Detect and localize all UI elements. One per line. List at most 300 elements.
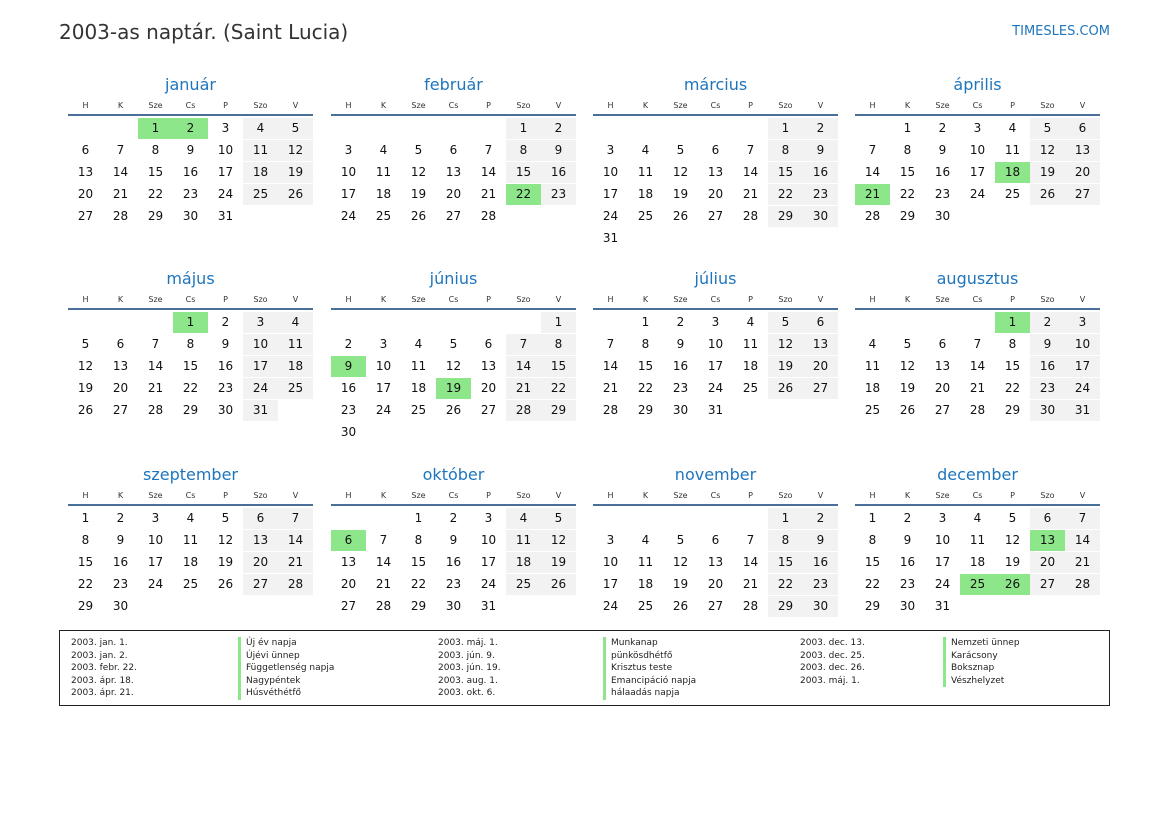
day-cell: 7 bbox=[746, 143, 755, 157]
day-cell: 31 bbox=[217, 209, 234, 223]
day-cell: 25 bbox=[1004, 187, 1021, 201]
weekday-label: Cs bbox=[185, 295, 196, 304]
day-cell: 28 bbox=[969, 403, 986, 417]
day-cell: 4 bbox=[973, 511, 982, 525]
legend-date: 2003. dec. 13. bbox=[800, 638, 865, 648]
day-cell: 16 bbox=[1030, 356, 1065, 377]
day-cell: 12 bbox=[278, 140, 313, 161]
weekday-label: H bbox=[607, 491, 614, 500]
day-cell: 16 bbox=[934, 165, 951, 179]
weekday-label: P bbox=[1010, 101, 1015, 110]
day-cell: 21 bbox=[969, 381, 986, 395]
day-cell: 17 bbox=[217, 165, 234, 179]
empty-day bbox=[663, 118, 698, 139]
day-cell: 25 bbox=[182, 577, 199, 591]
day-cell: 23 bbox=[340, 403, 357, 417]
day-cell: 29 bbox=[147, 209, 164, 223]
day-cell: 26 bbox=[672, 599, 689, 613]
day-cell: 15 bbox=[506, 162, 541, 183]
day-cell: 20 bbox=[707, 577, 724, 591]
week-row bbox=[68, 552, 313, 574]
day-cell: 24 bbox=[340, 209, 357, 223]
day-cell: 19 bbox=[1030, 162, 1065, 183]
day-cell: 28 bbox=[112, 209, 129, 223]
day-cell: 1 bbox=[138, 118, 173, 139]
day-cell: 18 bbox=[410, 381, 427, 395]
day-cell: 31 bbox=[934, 599, 951, 613]
empty-day bbox=[698, 118, 733, 139]
weekday-label: H bbox=[869, 491, 876, 500]
day-cell: 27 bbox=[340, 599, 357, 613]
day-cell: 7 bbox=[151, 337, 160, 351]
month-block bbox=[68, 464, 313, 618]
empty-day bbox=[960, 596, 995, 617]
day-cell: 14 bbox=[742, 555, 759, 569]
weekday-label: Sze bbox=[673, 491, 688, 500]
day-cell: 16 bbox=[182, 165, 199, 179]
legend-name-column bbox=[943, 637, 1020, 687]
month-name: március bbox=[683, 75, 748, 94]
day-cell: 27 bbox=[707, 209, 724, 223]
empty-day bbox=[436, 118, 471, 139]
week-row bbox=[68, 530, 313, 552]
day-cell: 22 bbox=[637, 381, 654, 395]
day-cell: 13 bbox=[1065, 140, 1100, 161]
day-cell: 15 bbox=[182, 359, 199, 373]
empty-day bbox=[401, 312, 436, 333]
day-cell: 30 bbox=[217, 403, 234, 417]
day-cell: 6 bbox=[243, 508, 278, 529]
day-cell: 11 bbox=[243, 140, 278, 161]
day-cell: 24 bbox=[934, 577, 951, 591]
day-cell: 5 bbox=[903, 337, 912, 351]
day-cell: 24 bbox=[707, 381, 724, 395]
weekday-label: Szo bbox=[1040, 295, 1055, 304]
weekday-label: V bbox=[817, 491, 824, 500]
weekday-label: V bbox=[292, 101, 299, 110]
day-cell: 26 bbox=[77, 403, 94, 417]
day-cell: 2 bbox=[1030, 312, 1065, 333]
month-name: június bbox=[429, 269, 478, 288]
weekday-header bbox=[68, 98, 313, 116]
day-cell: 15 bbox=[768, 162, 803, 183]
legend-date: 2003. dec. 26. bbox=[800, 663, 865, 674]
day-cell: 29 bbox=[1004, 403, 1021, 417]
empty-day bbox=[331, 508, 366, 529]
weekday-label: V bbox=[817, 295, 824, 304]
week-row bbox=[331, 206, 576, 228]
week-row bbox=[855, 206, 1100, 228]
day-cell: 14 bbox=[602, 359, 619, 373]
day-cell: 1 bbox=[641, 315, 650, 329]
legend-holiday-name: Nemzeti ünnep bbox=[943, 637, 1020, 650]
day-cell: 6 bbox=[1030, 508, 1065, 529]
weekday-label: P bbox=[486, 491, 491, 500]
weekday-label: K bbox=[904, 101, 911, 110]
day-cell: 16 bbox=[672, 359, 689, 373]
day-cell: 21 bbox=[742, 577, 759, 591]
day-cell: 1 bbox=[903, 121, 912, 135]
month-name: július bbox=[694, 269, 737, 288]
day-cell: 1 bbox=[768, 508, 803, 529]
day-cell: 12 bbox=[672, 555, 689, 569]
day-cell: 28 bbox=[147, 403, 164, 417]
day-cell: 29 bbox=[768, 596, 803, 617]
month-block bbox=[331, 464, 576, 618]
day-cell: 7 bbox=[506, 334, 541, 355]
day-cell: 5 bbox=[81, 337, 90, 351]
empty-day bbox=[366, 312, 401, 333]
day-cell: 14 bbox=[147, 359, 164, 373]
week-row bbox=[593, 378, 838, 400]
day-cell: 12 bbox=[541, 530, 576, 551]
week-row bbox=[855, 530, 1100, 552]
day-cell: 7 bbox=[973, 337, 982, 351]
week-row bbox=[331, 400, 576, 422]
week-row bbox=[593, 184, 838, 206]
day-cell: 10 bbox=[217, 143, 234, 157]
weekday-label: H bbox=[869, 295, 876, 304]
week-row bbox=[593, 574, 838, 596]
week-row bbox=[855, 574, 1100, 596]
day-cell: 25 bbox=[864, 403, 881, 417]
day-cell: 1 bbox=[768, 118, 803, 139]
weekday-label: H bbox=[82, 101, 89, 110]
day-cell: 23 bbox=[445, 577, 462, 591]
day-cell: 10 bbox=[602, 555, 619, 569]
weekday-label: H bbox=[82, 491, 89, 500]
day-cell: 12 bbox=[768, 334, 803, 355]
weekday-label: P bbox=[1010, 491, 1015, 500]
empty-day bbox=[628, 118, 663, 139]
day-cell: 14 bbox=[506, 356, 541, 377]
weekday-header bbox=[855, 98, 1100, 116]
day-cell: 8 bbox=[151, 143, 160, 157]
week-row bbox=[331, 118, 576, 140]
day-cell: 17 bbox=[375, 381, 392, 395]
weekday-label: Sze bbox=[148, 101, 163, 110]
day-cell: 31 bbox=[1065, 400, 1100, 421]
day-cell: 12 bbox=[672, 165, 689, 179]
day-cell: 27 bbox=[803, 378, 838, 399]
empty-day bbox=[506, 206, 541, 227]
day-cell: 4 bbox=[414, 337, 423, 351]
week-row bbox=[855, 508, 1100, 530]
week-row bbox=[68, 206, 313, 228]
empty-day bbox=[803, 400, 838, 421]
empty-day bbox=[593, 118, 628, 139]
day-cell: 3 bbox=[243, 312, 278, 333]
empty-day bbox=[995, 596, 1030, 617]
day-cell: 14 bbox=[864, 165, 881, 179]
empty-day bbox=[436, 422, 471, 443]
weekday-label: K bbox=[380, 295, 387, 304]
day-cell: 23 bbox=[803, 184, 838, 205]
weekday-label: Cs bbox=[710, 101, 721, 110]
day-cell: 14 bbox=[112, 165, 129, 179]
weekday-label: Sze bbox=[411, 101, 426, 110]
day-cell: 8 bbox=[506, 140, 541, 161]
weekday-header bbox=[68, 488, 313, 506]
day-cell: 16 bbox=[541, 162, 576, 183]
empty-day bbox=[803, 228, 838, 249]
month-block bbox=[855, 268, 1100, 422]
day-cell: 24 bbox=[602, 209, 619, 223]
weekday-label: K bbox=[117, 491, 124, 500]
legend-date: 2003. aug. 1. bbox=[438, 675, 498, 686]
day-cell: 17 bbox=[602, 187, 619, 201]
day-cell: 14 bbox=[375, 555, 392, 569]
day-cell: 17 bbox=[934, 555, 951, 569]
day-cell: 29 bbox=[899, 209, 916, 223]
day-cell: 23 bbox=[217, 381, 234, 395]
day-cell: 22 bbox=[1004, 381, 1021, 395]
day-cell: 13 bbox=[243, 530, 278, 551]
empty-day bbox=[366, 118, 401, 139]
day-cell: 24 bbox=[969, 187, 986, 201]
day-cell: 13 bbox=[707, 555, 724, 569]
day-cell: 6 bbox=[711, 143, 720, 157]
legend-date: 2003. ápr. 18. bbox=[71, 675, 134, 686]
day-cell: 3 bbox=[606, 533, 615, 547]
day-cell: 20 bbox=[1030, 552, 1065, 573]
empty-day bbox=[628, 508, 663, 529]
week-row bbox=[593, 400, 838, 422]
month-block bbox=[68, 74, 313, 228]
day-cell: 24 bbox=[147, 577, 164, 591]
weekday-label: V bbox=[555, 491, 562, 500]
day-cell: 11 bbox=[637, 555, 654, 569]
day-cell: 30 bbox=[182, 209, 199, 223]
day-cell: 4 bbox=[186, 511, 195, 525]
weekday-label: Szo bbox=[1040, 491, 1055, 500]
day-cell: 24 bbox=[480, 577, 497, 591]
weekday-header bbox=[593, 488, 838, 506]
day-cell: 12 bbox=[77, 359, 94, 373]
day-cell: 27 bbox=[112, 403, 129, 417]
week-row bbox=[593, 206, 838, 228]
legend-date: 2003. máj. 1. bbox=[800, 675, 860, 686]
day-cell: 26 bbox=[899, 403, 916, 417]
week-row bbox=[593, 552, 838, 574]
weekday-label: Szo bbox=[1040, 101, 1055, 110]
weekday-label: Cs bbox=[448, 295, 459, 304]
month-name: december bbox=[937, 465, 1018, 484]
day-cell: 26 bbox=[672, 209, 689, 223]
week-row bbox=[331, 184, 576, 206]
week-row bbox=[331, 574, 576, 596]
day-cell: 25 bbox=[410, 403, 427, 417]
week-row bbox=[593, 162, 838, 184]
day-cell: 11 bbox=[969, 533, 986, 547]
legend-holiday-name: Húsvéthétfő bbox=[238, 687, 334, 700]
week-row bbox=[331, 140, 576, 162]
day-cell: 2 bbox=[344, 337, 353, 351]
empty-day bbox=[138, 312, 173, 333]
weekday-header bbox=[855, 292, 1100, 310]
weekday-label: Szo bbox=[778, 295, 793, 304]
day-cell: 7 bbox=[746, 533, 755, 547]
day-cell: 21 bbox=[480, 187, 497, 201]
month-name: november bbox=[674, 465, 757, 484]
day-cell: 7 bbox=[278, 508, 313, 529]
empty-day bbox=[593, 312, 628, 333]
day-cell: 2 bbox=[173, 118, 208, 139]
week-row bbox=[68, 184, 313, 206]
day-cell: 10 bbox=[602, 165, 619, 179]
weekday-label: H bbox=[869, 101, 876, 110]
month-name: szeptember bbox=[142, 465, 238, 484]
day-cell: 3 bbox=[606, 143, 615, 157]
day-cell: 25 bbox=[506, 574, 541, 595]
day-cell: 4 bbox=[746, 315, 755, 329]
day-cell: 30 bbox=[803, 206, 838, 227]
week-row bbox=[68, 356, 313, 378]
day-cell: 12 bbox=[217, 533, 234, 547]
day-cell: 8 bbox=[186, 337, 195, 351]
empty-day bbox=[208, 596, 243, 617]
day-cell: 15 bbox=[864, 555, 881, 569]
day-cell: 10 bbox=[147, 533, 164, 547]
day-cell: 29 bbox=[864, 599, 881, 613]
weekday-label: K bbox=[904, 295, 911, 304]
day-cell: 18 bbox=[637, 187, 654, 201]
day-cell: 5 bbox=[221, 511, 230, 525]
day-cell: 9 bbox=[803, 530, 838, 551]
day-cell: 20 bbox=[77, 187, 94, 201]
day-cell: 17 bbox=[969, 165, 986, 179]
day-cell: 20 bbox=[480, 381, 497, 395]
legend-date-column bbox=[800, 637, 865, 687]
day-cell: 23 bbox=[934, 187, 951, 201]
week-row bbox=[68, 312, 313, 334]
day-cell: 28 bbox=[864, 209, 881, 223]
day-cell: 13 bbox=[112, 359, 129, 373]
empty-day bbox=[1065, 596, 1100, 617]
empty-day bbox=[278, 206, 313, 227]
brand-link[interactable]: TIMESLES.COM bbox=[1012, 24, 1110, 39]
day-cell: 23 bbox=[541, 184, 576, 205]
day-cell: 27 bbox=[1065, 184, 1100, 205]
day-cell: 6 bbox=[449, 143, 458, 157]
day-cell: 22 bbox=[864, 577, 881, 591]
empty-day bbox=[471, 118, 506, 139]
day-cell: 8 bbox=[868, 533, 877, 547]
day-cell: 7 bbox=[606, 337, 615, 351]
day-cell: 6 bbox=[116, 337, 125, 351]
day-cell: 14 bbox=[742, 165, 759, 179]
legend-date: 2003. dec. 25. bbox=[800, 650, 865, 661]
day-cell: 18 bbox=[742, 359, 759, 373]
day-cell: 19 bbox=[436, 378, 471, 399]
weekday-label: Sze bbox=[935, 101, 950, 110]
day-cell: 2 bbox=[676, 315, 685, 329]
weekday-label: Sze bbox=[935, 295, 950, 304]
day-cell: 12 bbox=[410, 165, 427, 179]
legend-date: 2003. okt. 6. bbox=[438, 688, 496, 699]
weekday-label: H bbox=[607, 295, 614, 304]
month-name: augusztus bbox=[936, 269, 1019, 288]
day-cell: 14 bbox=[480, 165, 497, 179]
day-cell: 15 bbox=[410, 555, 427, 569]
empty-day bbox=[541, 596, 576, 617]
day-cell: 7 bbox=[379, 533, 388, 547]
weekday-label: Cs bbox=[972, 295, 983, 304]
day-cell: 20 bbox=[340, 577, 357, 591]
week-row bbox=[593, 508, 838, 530]
week-row bbox=[593, 228, 838, 250]
day-cell: 10 bbox=[243, 334, 278, 355]
day-cell: 8 bbox=[541, 334, 576, 355]
day-cell: 5 bbox=[1008, 511, 1017, 525]
week-row bbox=[855, 400, 1100, 422]
day-cell: 26 bbox=[995, 574, 1030, 595]
day-cell: 29 bbox=[637, 403, 654, 417]
empty-day bbox=[733, 228, 768, 249]
weekday-label: H bbox=[345, 101, 352, 110]
day-cell: 10 bbox=[707, 337, 724, 351]
empty-day bbox=[1030, 206, 1065, 227]
month-name: május bbox=[166, 269, 215, 288]
day-cell: 1 bbox=[173, 312, 208, 333]
weekday-label: K bbox=[642, 101, 649, 110]
day-cell: 6 bbox=[803, 312, 838, 333]
day-cell: 8 bbox=[641, 337, 650, 351]
day-cell: 2 bbox=[938, 121, 947, 135]
legend-holiday-name: Emancipáció napja bbox=[603, 675, 696, 688]
weekday-label: Szo bbox=[778, 491, 793, 500]
day-cell: 20 bbox=[803, 356, 838, 377]
day-cell: 21 bbox=[147, 381, 164, 395]
empty-day bbox=[278, 596, 313, 617]
empty-day bbox=[995, 206, 1030, 227]
day-cell: 24 bbox=[1065, 378, 1100, 399]
day-cell: 5 bbox=[449, 337, 458, 351]
day-cell: 22 bbox=[768, 574, 803, 595]
day-cell: 11 bbox=[506, 530, 541, 551]
day-cell: 16 bbox=[112, 555, 129, 569]
day-cell: 1 bbox=[81, 511, 90, 525]
week-row bbox=[855, 596, 1100, 618]
weekday-label: P bbox=[486, 101, 491, 110]
weekday-label: H bbox=[345, 295, 352, 304]
empty-day bbox=[331, 118, 366, 139]
day-cell: 22 bbox=[541, 378, 576, 399]
day-cell: 23 bbox=[182, 187, 199, 201]
week-row bbox=[855, 552, 1100, 574]
day-cell: 12 bbox=[899, 359, 916, 373]
day-cell: 21 bbox=[1065, 552, 1100, 573]
month-block bbox=[331, 74, 576, 228]
day-cell: 17 bbox=[243, 356, 278, 377]
day-cell: 20 bbox=[1065, 162, 1100, 183]
weekday-label: P bbox=[748, 295, 753, 304]
empty-day bbox=[366, 422, 401, 443]
day-cell: 22 bbox=[77, 577, 94, 591]
legend-holiday-name: Karácsony bbox=[943, 650, 1020, 663]
empty-day bbox=[366, 508, 401, 529]
weekday-label: K bbox=[117, 101, 124, 110]
month-block bbox=[68, 268, 313, 422]
day-cell: 5 bbox=[768, 312, 803, 333]
empty-day bbox=[698, 508, 733, 529]
empty-day bbox=[243, 596, 278, 617]
weekday-label: V bbox=[555, 295, 562, 304]
legend-holiday-name: Munkanap bbox=[603, 637, 696, 650]
day-cell: 31 bbox=[480, 599, 497, 613]
day-cell: 18 bbox=[969, 555, 986, 569]
weekday-label: Szo bbox=[253, 295, 268, 304]
